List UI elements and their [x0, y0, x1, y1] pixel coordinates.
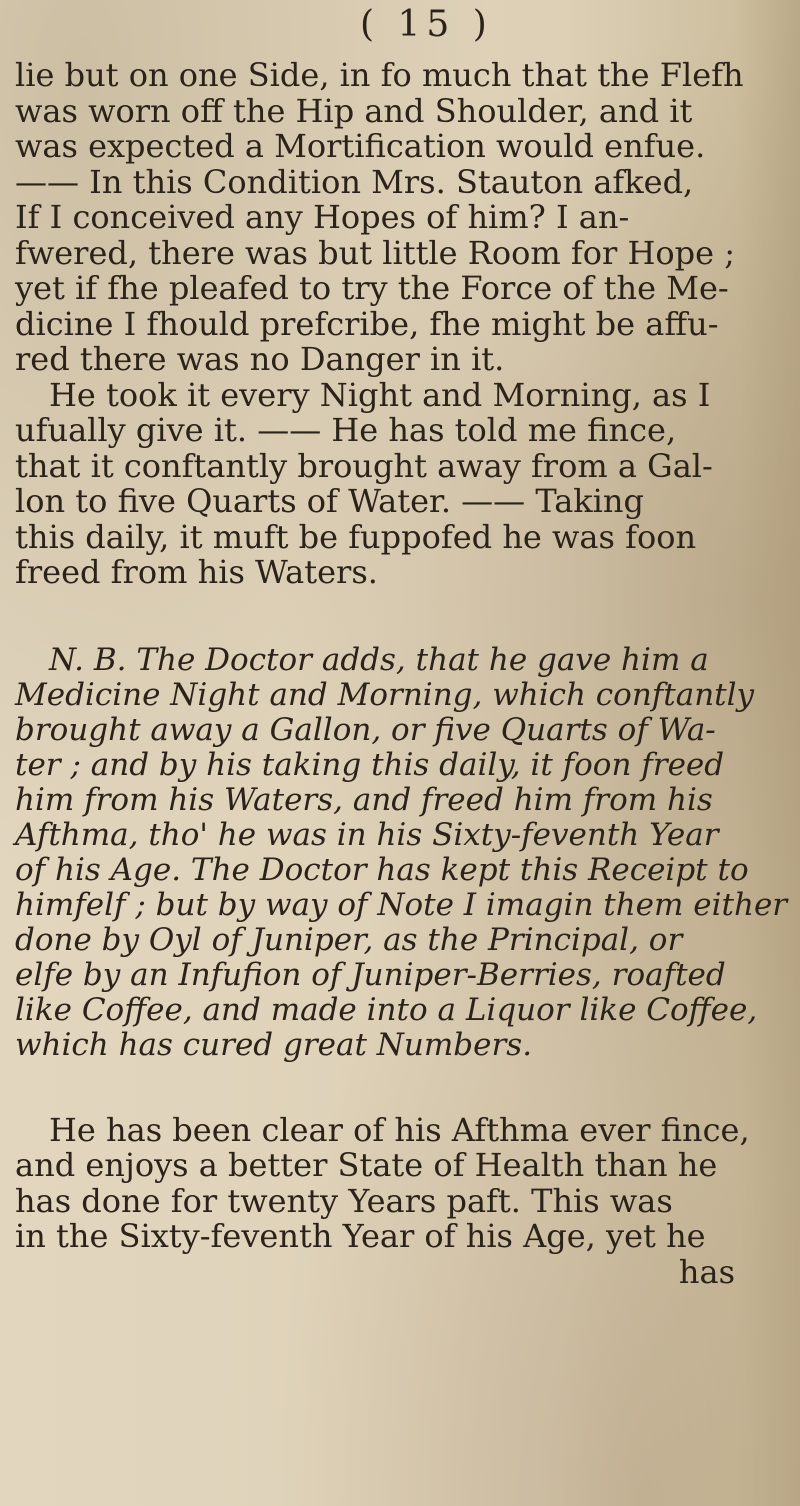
text-line: He has been clear of his Afthma ever fince, [49, 1110, 750, 1149]
catchword: has [678, 1252, 735, 1291]
text-line: freed from his Waters. [15, 553, 378, 591]
text-line: and enjoys a better State of Health than he [15, 1146, 718, 1184]
text-line: —— In this Condition Mrs. Stauton afked, [15, 162, 694, 201]
text-line: fwered, there was but little Room for Hope ; [15, 233, 736, 272]
text-line: dicine I fhould prefcribe, fhe might be affu- [15, 304, 719, 343]
note-line: ter ; and by his taking this daily, it foon freed [15, 746, 725, 783]
text-line: ufually give it. —— He has told me fince, [15, 411, 677, 449]
note-line: N. B. The Doctor adds, that he gave him a [49, 641, 709, 678]
page-number: ( 15 ) [360, 4, 493, 45]
text-line: has done for twenty Years paft. This was [15, 1181, 673, 1220]
text-line: was worn off the Hip and Shoulder, and it [15, 91, 693, 130]
note-line: Medicine Night and Morning, which conftantly [15, 676, 755, 713]
text-line: lon to five Quarts of Water. —— Taking [15, 482, 644, 520]
text-line: that it conftantly brought away from a Gal- [15, 446, 713, 485]
note-line: done by Oyl of Juniper, as the Principal, or [15, 921, 683, 958]
text-line: was expected a Mortification would enfue. [15, 127, 706, 165]
note-line: elfe by an Infufion of Juniper-Berries, roafted [15, 956, 726, 993]
paragraph-1 [15, 58, 775, 591]
note-line: himfelf ; but by way of Note I imagin them either [15, 886, 788, 923]
text-line: He took it every Night and Morning, as I [49, 375, 711, 414]
text-line: in the Sixty-feventh Year of his Age, yet he [15, 1217, 706, 1255]
paragraph-2 [15, 1110, 775, 1291]
note-line: Afthma, tho' he was in his Sixty-feventh Year [15, 816, 719, 853]
note-line: him from his Waters, and freed him from his [15, 781, 713, 818]
text-line: lie but on one Side, in fo much that the Flefh [15, 56, 744, 94]
note-line: brought away a Gallon, or five Quarts of Wa- [15, 711, 716, 748]
text-line: this daily, it muft be fuppofed he was foon [15, 517, 697, 556]
note-line: of his Age. The Doctor has kept this Receipt to [15, 851, 749, 888]
text-line: yet if fhe pleafed to try the Force of the Me- [15, 269, 729, 307]
note-paragraph [15, 641, 788, 1063]
page-text [15, 56, 788, 1291]
note-line: which has cured great Numbers. [15, 1026, 533, 1063]
text-line: red there was no Danger in it. [15, 340, 505, 378]
text-line: If I conceived any Hopes of him? I an- [15, 198, 630, 236]
note-line: like Coffee, and made into a Liquor like Coffee, [15, 991, 758, 1028]
